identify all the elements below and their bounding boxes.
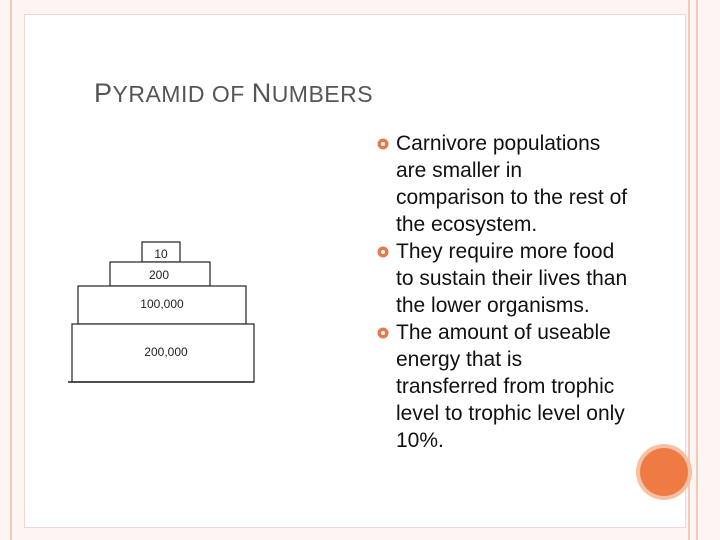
gear-bullet-icon bbox=[376, 137, 390, 151]
frame-line-left bbox=[10, 0, 12, 540]
frame-line-right-outer bbox=[696, 0, 698, 540]
pyramid-diagram bbox=[58, 236, 268, 396]
bullet-3-line-3: transferred from trophic bbox=[396, 375, 615, 398]
bullet-2-line-1: They require more food bbox=[396, 240, 615, 263]
bullet-3-line-2: energy that is bbox=[396, 348, 523, 371]
decorative-orange-circle bbox=[640, 448, 688, 496]
title-part-1: YRAMID OF bbox=[112, 81, 252, 107]
bullet-1-line-3: comparison to the rest of bbox=[396, 186, 628, 209]
pyramid-level-1-label: 10 bbox=[154, 247, 168, 261]
frame-line-right-inner bbox=[688, 0, 690, 540]
bullet-item-1 bbox=[376, 130, 676, 238]
bullet-list bbox=[376, 130, 676, 454]
bullet-3-line-1: The amount of useable bbox=[396, 321, 611, 344]
bullet-1-line-4: the ecosystem. bbox=[396, 213, 538, 236]
title-letter-n: N bbox=[251, 78, 272, 108]
bullet-3-line-5: 10%. bbox=[396, 429, 444, 452]
bullet-3-line-4: level to trophic level only bbox=[396, 402, 625, 425]
gear-bullet-icon bbox=[376, 326, 390, 340]
bullet-2-line-3: the lower organisms. bbox=[396, 294, 590, 317]
title-letter-p: P bbox=[94, 78, 113, 108]
gear-bullet-icon bbox=[376, 245, 390, 259]
bullet-1-line-2: are smaller in bbox=[396, 159, 523, 182]
title-part-2: UMBERS bbox=[271, 81, 374, 107]
bullet-2-line-2: to sustain their lives than bbox=[396, 267, 628, 290]
slide-title bbox=[94, 78, 373, 109]
pyramid-level-3-label: 100,000 bbox=[140, 297, 184, 311]
pyramid-level-4-label: 200,000 bbox=[144, 345, 188, 359]
pyramid-level-2-label: 200 bbox=[148, 268, 170, 282]
bullet-1-line-1: Carnivore populations bbox=[396, 132, 601, 155]
bullet-item-3 bbox=[376, 319, 676, 454]
bullet-item-2 bbox=[376, 238, 676, 319]
